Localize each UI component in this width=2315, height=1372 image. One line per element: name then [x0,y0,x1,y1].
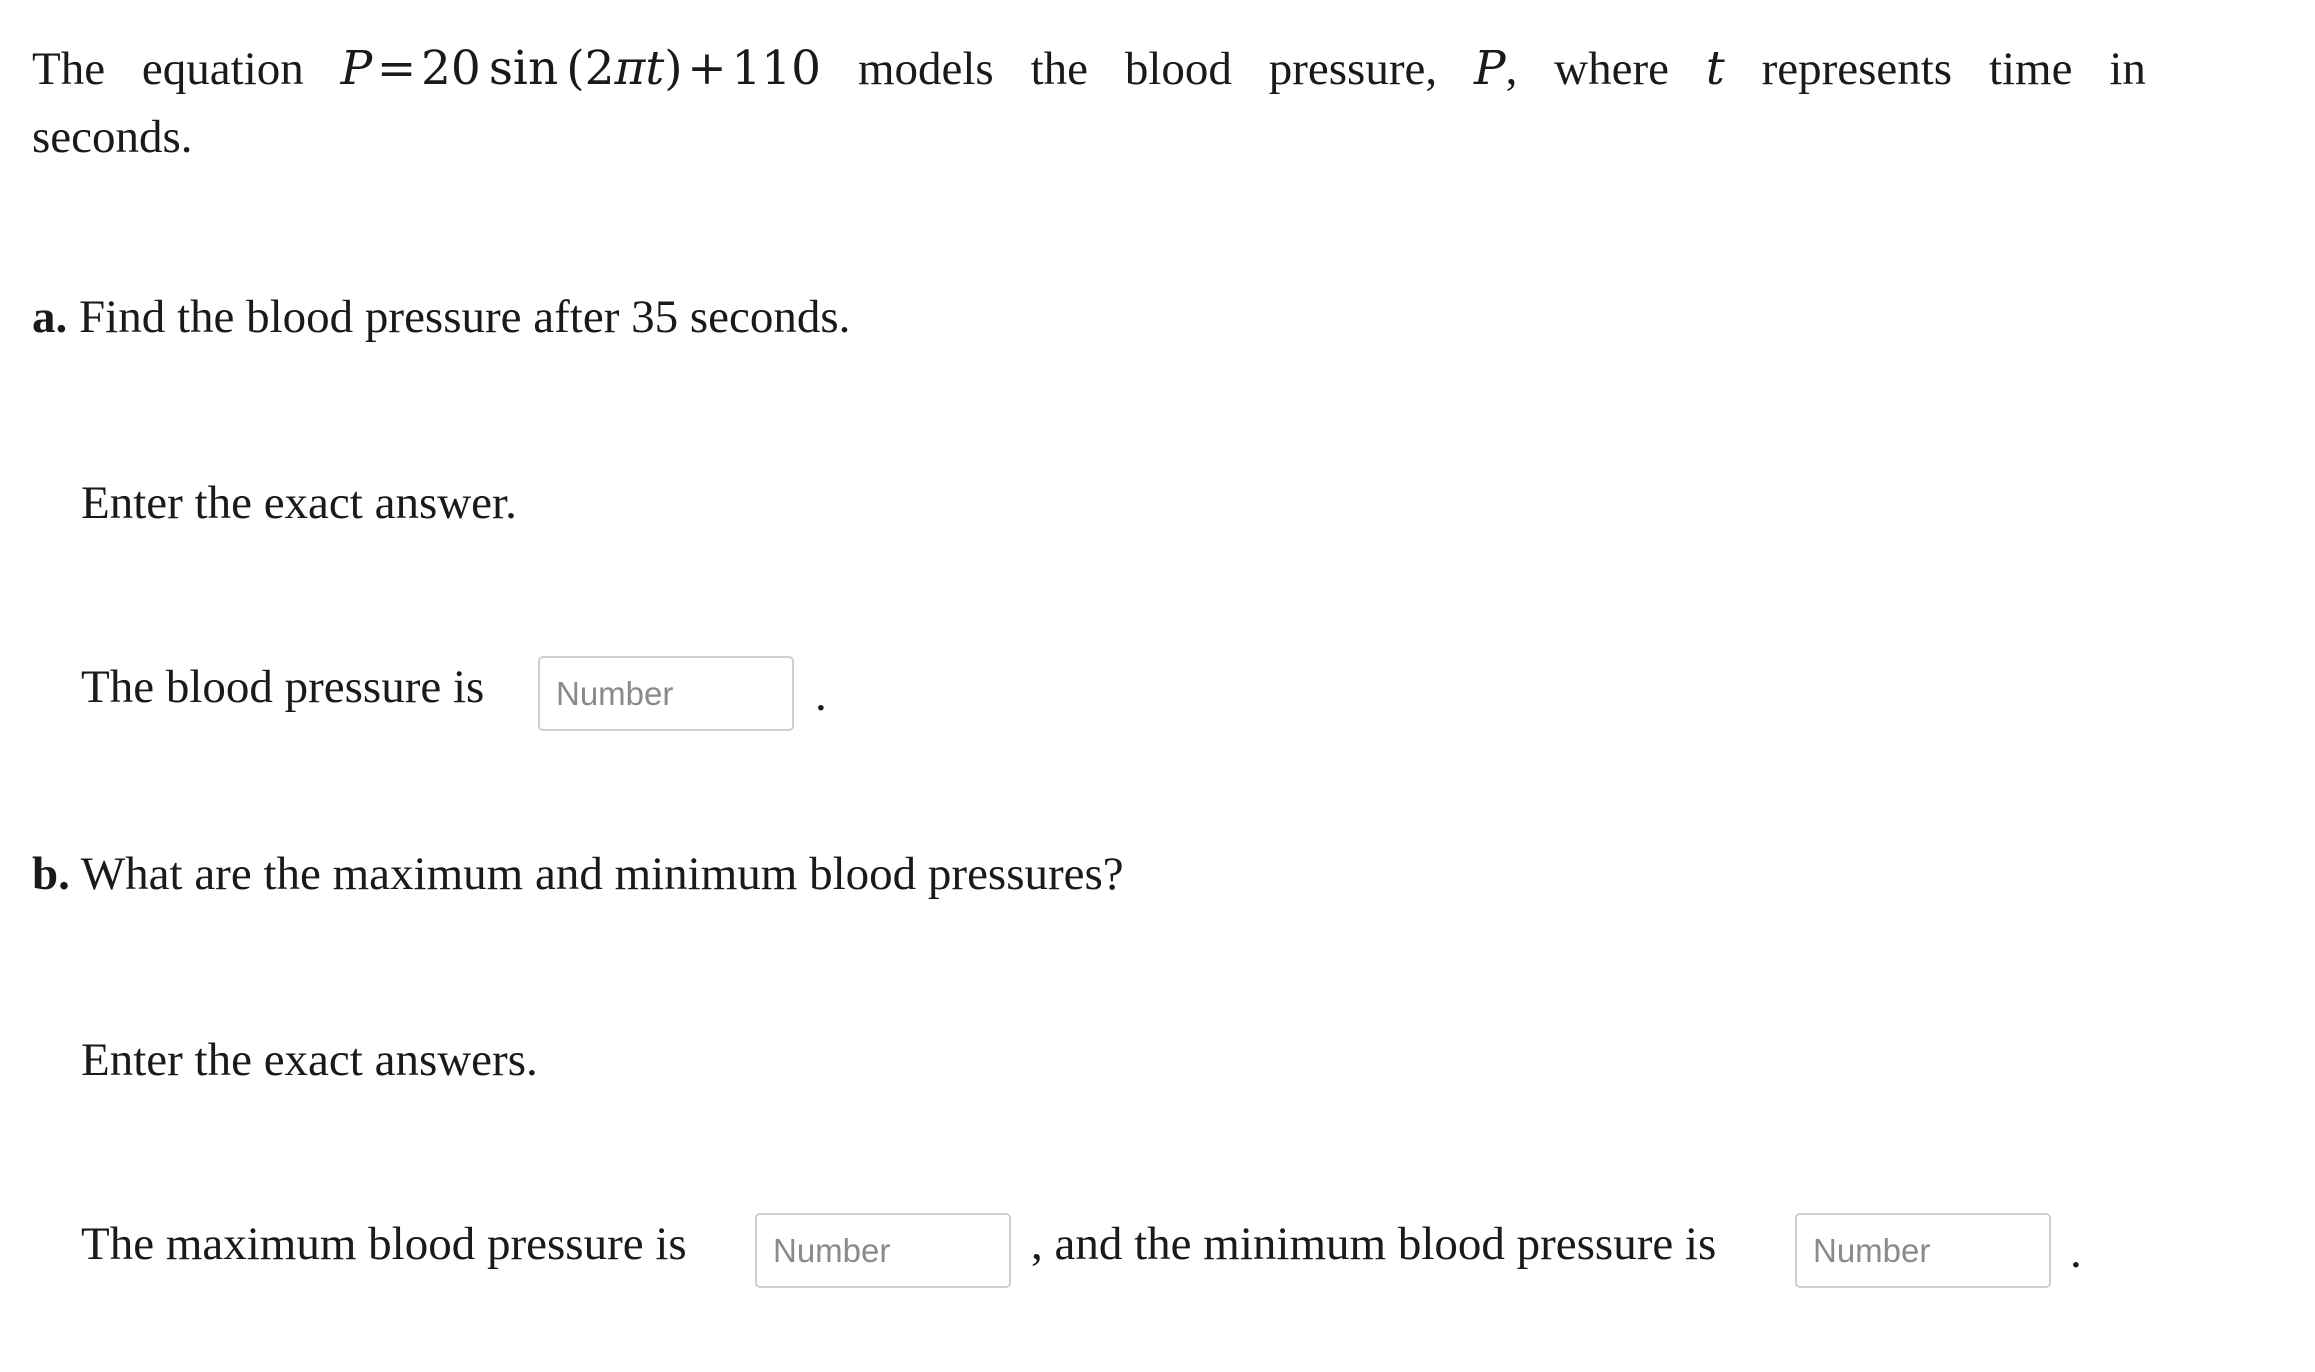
intro-word: equation [141,43,304,95]
intro-word: The [32,43,106,95]
answer-a-prefix: The blood pressure is [81,661,485,713]
intro-var-p [1474,41,1517,96]
question-b [32,848,1124,900]
var-p: P [1473,41,1506,96]
question-a-text: Find the blood pressure after 35 seconds. [67,291,851,343]
max-pressure-prefix: The maximum blood pressure is [81,1218,687,1270]
intro-word: represents [1761,43,1953,95]
eq-constant: 110 [731,41,822,96]
answer-a-period: . [815,669,827,721]
blood-pressure-equation [341,41,821,96]
eq-variable-t: t [645,41,665,96]
intro-word: the [1030,43,1088,95]
intro-word: where [1554,43,1669,95]
min-pressure-prefix: , and the minimum blood pressure is [1031,1218,1717,1270]
eq-rparen: ) [664,41,683,96]
question-b-label: b. [32,848,70,900]
answer-b-period: . [2070,1226,2082,1278]
instruction-b: Enter the exact answers. [81,1034,538,1086]
question-a-label: a. [32,291,68,343]
question-b-text: What are the maximum and minimum blood pressures? [69,848,1124,900]
intro-word: in [2109,43,2146,95]
intro-var-t: t [1705,41,1725,96]
intro-word: time [1988,43,2073,95]
instruction-a: Enter the exact answer. [81,477,517,529]
intro-word: blood [1124,43,1232,95]
blood-pressure-input[interactable] [538,656,794,731]
eq-equals: = [376,41,417,96]
eq-coefficient: 20 [421,41,481,96]
min-pressure-input[interactable] [1795,1213,2051,1288]
problem-statement-line-1 [32,41,2146,96]
eq-sin: sin [488,41,559,96]
eq-plus: + [687,41,727,96]
intro-word: models [857,43,994,95]
comma: , [1505,43,1518,95]
question-a [32,291,851,343]
max-pressure-input[interactable] [755,1213,1011,1288]
eq-lparen: (2 [566,41,615,96]
intro-word: pressure, [1268,43,1438,95]
eq-pi: π [614,41,646,96]
problem-statement-line-2: seconds. [32,111,193,163]
eq-variable-p: P [340,41,373,96]
